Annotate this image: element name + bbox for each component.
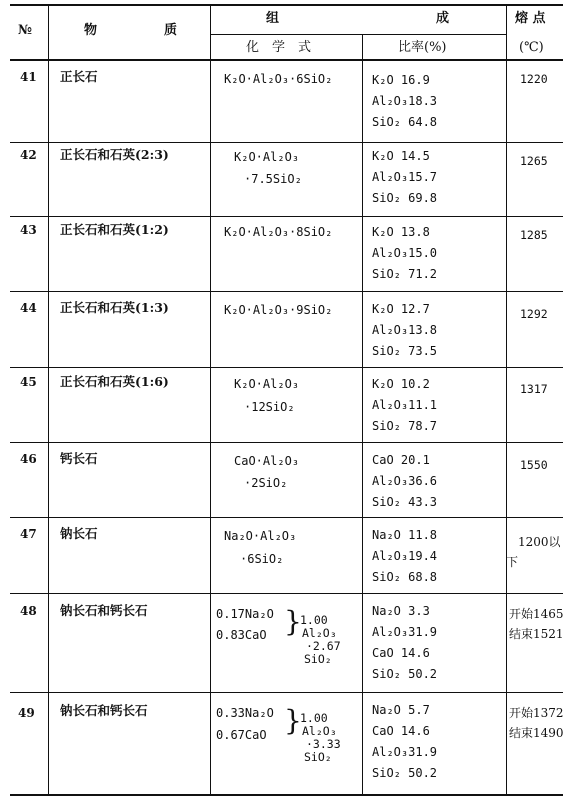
row-ratio-line: Al₂O₃15.7 xyxy=(372,170,438,184)
rule-row-41 xyxy=(10,142,563,143)
row-no: 46 xyxy=(20,452,37,466)
row-ratio-line: Na₂O 5.7 xyxy=(372,703,430,717)
header-no: № xyxy=(18,23,33,38)
row-ratio-line: SiO₂ 73.5 xyxy=(372,344,438,358)
row-ratio-line: SiO₂ 78.7 xyxy=(372,419,438,433)
header-ratio: 比率(%) xyxy=(398,40,447,55)
row-melting-point: 开始1372 xyxy=(509,706,564,720)
row-formula-line: ·6SiO₂ xyxy=(240,552,284,566)
row-melting-point: 1265 xyxy=(520,154,548,168)
row-melting-point-note: 下 xyxy=(506,555,519,569)
row-ratio-line: K₂O 14.5 xyxy=(372,149,430,163)
row-formula-line: K₂O·Al₂O₃·8SiO₂ xyxy=(224,225,333,239)
rule-row-43 xyxy=(10,291,563,292)
header-composition-1: 组 xyxy=(266,11,280,26)
row-ratio-line: Al₂O₃13.8 xyxy=(372,323,438,337)
row-formula-right: SiO₂ xyxy=(304,750,332,764)
row-formula-line: 0.17Na₂O xyxy=(216,607,274,621)
row-ratio-line: SiO₂ 68.8 xyxy=(372,570,438,584)
rule-bottom xyxy=(10,794,563,796)
row-ratio-line: SiO₂ 43.3 xyxy=(372,495,438,509)
row-ratio-line: SiO₂ 50.2 xyxy=(372,766,438,780)
row-formula-line: K₂O·Al₂O₃·6SiO₂ xyxy=(224,72,333,86)
row-formula-right: ·3.33 xyxy=(306,737,341,751)
row-ratio-line: K₂O 12.7 xyxy=(372,302,430,316)
brace: } xyxy=(284,605,302,638)
row-ratio-line: K₂O 13.8 xyxy=(372,225,430,239)
row-ratio-line: Al₂O₃36.6 xyxy=(372,474,438,488)
rule-row-48 xyxy=(10,692,563,693)
row-formula-line: ·2SiO₂ xyxy=(244,476,288,490)
row-no: 45 xyxy=(20,375,37,389)
row-ratio-line: Na₂O 11.8 xyxy=(372,528,438,542)
row-no: 41 xyxy=(20,70,37,84)
row-substance: 正长石和石英(1:2) xyxy=(60,222,169,237)
header-composition-2: 成 xyxy=(436,11,450,26)
vrule-3 xyxy=(362,34,363,794)
row-ratio-line: Na₂O 3.3 xyxy=(372,604,430,618)
header-formula: 化 学 式 xyxy=(246,40,312,55)
row-substance: 钙长石 xyxy=(60,451,98,466)
row-melting-point: 开始1465 xyxy=(509,607,564,621)
row-no: 49 xyxy=(18,706,35,720)
row-melting-point: 1220 xyxy=(520,72,548,86)
row-melting-point: 1292 xyxy=(520,307,548,321)
header-melting-1: 熔 点 xyxy=(515,11,546,26)
row-melting-point: 1317 xyxy=(520,382,548,396)
row-ratio-line: CaO 14.6 xyxy=(372,646,430,660)
row-substance: 正长石和石英(2:3) xyxy=(60,147,169,162)
rule-header-mid xyxy=(210,34,506,35)
row-formula-line: Na₂O·Al₂O₃ xyxy=(224,529,297,543)
row-substance: 正长石和石英(1:3) xyxy=(60,300,169,315)
row-no: 43 xyxy=(20,223,37,237)
row-no: 44 xyxy=(20,301,37,315)
rule-row-44 xyxy=(10,367,563,368)
row-formula-line: ·7.5SiO₂ xyxy=(244,172,302,186)
row-formula-right: Al₂O₃ xyxy=(302,724,337,738)
rule-row-42 xyxy=(10,216,563,217)
rule-row-45 xyxy=(10,442,563,443)
row-ratio-line: SiO₂ 71.2 xyxy=(372,267,438,281)
row-formula-line: K₂O·Al₂O₃·9SiO₂ xyxy=(224,303,333,317)
row-substance: 钠长石和钙长石 xyxy=(60,703,148,718)
row-melting-point-note: 结束1521 xyxy=(509,627,564,641)
row-ratio-line: CaO 14.6 xyxy=(372,724,430,738)
row-ratio-line: K₂O 10.2 xyxy=(372,377,430,391)
row-formula-right: 1.00 xyxy=(300,711,328,725)
composition-table xyxy=(10,4,563,796)
row-substance: 钠长石和钙长石 xyxy=(60,603,148,618)
row-ratio-line: Al₂O₃31.9 xyxy=(372,625,438,639)
brace: } xyxy=(284,704,302,737)
vrule-2 xyxy=(210,4,211,794)
row-formula-right: ·2.67 xyxy=(306,639,341,653)
rule-row-46 xyxy=(10,517,563,518)
header-melting-2: (℃) xyxy=(519,40,544,55)
row-no: 47 xyxy=(20,527,37,541)
row-melting-point: 1285 xyxy=(520,228,548,242)
vrule-1 xyxy=(48,4,49,794)
row-substance: 钠长石 xyxy=(60,526,98,541)
row-formula-right: 1.00 xyxy=(300,613,328,627)
row-no: 42 xyxy=(20,148,37,162)
row-formula-line: 0.33Na₂O xyxy=(216,706,274,720)
row-formula-right: Al₂O₃ xyxy=(302,626,337,640)
row-ratio-line: CaO 20.1 xyxy=(372,453,430,467)
row-no: 48 xyxy=(20,604,37,618)
row-ratio-line: SiO₂ 69.8 xyxy=(372,191,438,205)
row-formula-line: CaO·Al₂O₃ xyxy=(234,454,300,468)
row-substance: 正长石 xyxy=(60,69,98,84)
row-substance: 正长石和石英(1:6) xyxy=(60,374,169,389)
rule-header-bottom xyxy=(10,59,563,61)
row-ratio-line: SiO₂ 64.8 xyxy=(372,115,438,129)
header-substance-2: 质 xyxy=(164,23,178,38)
row-formula-line: K₂O·Al₂O₃ xyxy=(234,150,300,164)
row-formula-line: ·12SiO₂ xyxy=(244,400,295,414)
row-formula-line: 0.83CaO xyxy=(216,628,267,642)
row-ratio-line: SiO₂ 50.2 xyxy=(372,667,438,681)
row-ratio-line: K₂O 16.9 xyxy=(372,73,430,87)
row-ratio-line: Al₂O₃19.4 xyxy=(372,549,438,563)
row-ratio-line: Al₂O₃18.3 xyxy=(372,94,438,108)
row-formula-right: SiO₂ xyxy=(304,652,332,666)
row-ratio-line: Al₂O₃11.1 xyxy=(372,398,438,412)
header-substance-1: 物 xyxy=(84,23,98,38)
rule-top xyxy=(10,4,563,6)
row-formula-line: K₂O·Al₂O₃ xyxy=(234,377,300,391)
row-formula-line: 0.67CaO xyxy=(216,728,267,742)
vrule-4 xyxy=(506,4,507,794)
row-melting-point: 1550 xyxy=(520,458,548,472)
row-melting-point-note: 结束1490 xyxy=(509,726,564,740)
row-ratio-line: Al₂O₃15.0 xyxy=(372,246,438,260)
row-ratio-line: Al₂O₃31.9 xyxy=(372,745,438,759)
rule-row-47 xyxy=(10,593,563,594)
row-melting-point: 1200以 xyxy=(518,535,561,549)
